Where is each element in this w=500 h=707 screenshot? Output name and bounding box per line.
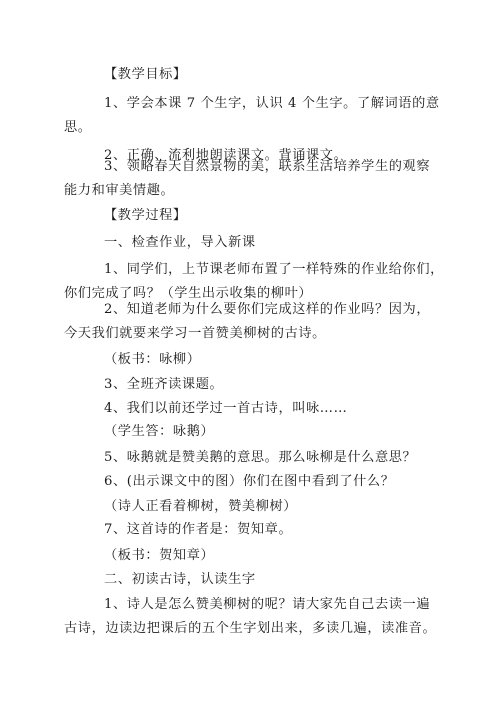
heading-teaching-process: 【教学过程】 [104, 208, 187, 223]
goal-1-line1: 1、学会本课 7 个生字，认识 4 个生字。了解词语的意 [104, 96, 440, 111]
step-1-line1: 1、同学们，上节课老师布置了一样特殊的作业给你们， [104, 262, 444, 277]
goal-2: 2、正确、流利地朗读课文。背诵课文。 [104, 148, 348, 163]
step-7: 7、这首诗的作者是：贺知章。 [104, 522, 293, 537]
section-1-title: 一、检查作业，导入新课 [104, 235, 256, 250]
goal-3-line1: 3、领略春天自然景物的美，联系生活培养学生的观察 [104, 159, 431, 174]
heading-teaching-goals: 【教学目标】 [104, 67, 187, 82]
board-note-1: （板书：咏柳） [104, 352, 201, 367]
section-2-title: 二、初读古诗，认读生字 [104, 572, 256, 587]
step-2-line1: 2、知道老师为什么要你们完成这样的作业吗？因为， [104, 302, 431, 317]
reading-1-line1: 1、诗人是怎么赞美柳树的呢？请大家先自己去读一遍 [104, 597, 431, 612]
goal-1-line2: 思。 [64, 120, 92, 135]
reading-1-line2: 古诗，边读边把课后的五个生字划出来，多读几遍，读准音。 [64, 621, 437, 636]
goal-3-line2: 能力和审美情趣。 [64, 183, 175, 198]
student-answer: （学生答：咏鹅） [104, 424, 215, 439]
step-2-line2: 今天我们就要来学习一首赞美柳树的古诗。 [64, 326, 326, 341]
step-6: 6、(出示课文中的图）你们在图中看到了什么？ [104, 474, 395, 489]
poet-note: （诗人正看着柳树，赞美柳树） [104, 499, 298, 514]
step-3: 3、全班齐读课题。 [104, 377, 224, 392]
step-5: 5、咏鹅就是赞美鹅的意思。那么咏柳是什么意思？ [104, 450, 417, 465]
board-note-2: （板书：贺知章） [104, 548, 215, 563]
step-4: 4、我们以前还学过一首古诗，叫咏…… [104, 401, 348, 416]
step-1-line2: 你们完成了吗？（学生出示收集的柳叶） [64, 286, 313, 301]
